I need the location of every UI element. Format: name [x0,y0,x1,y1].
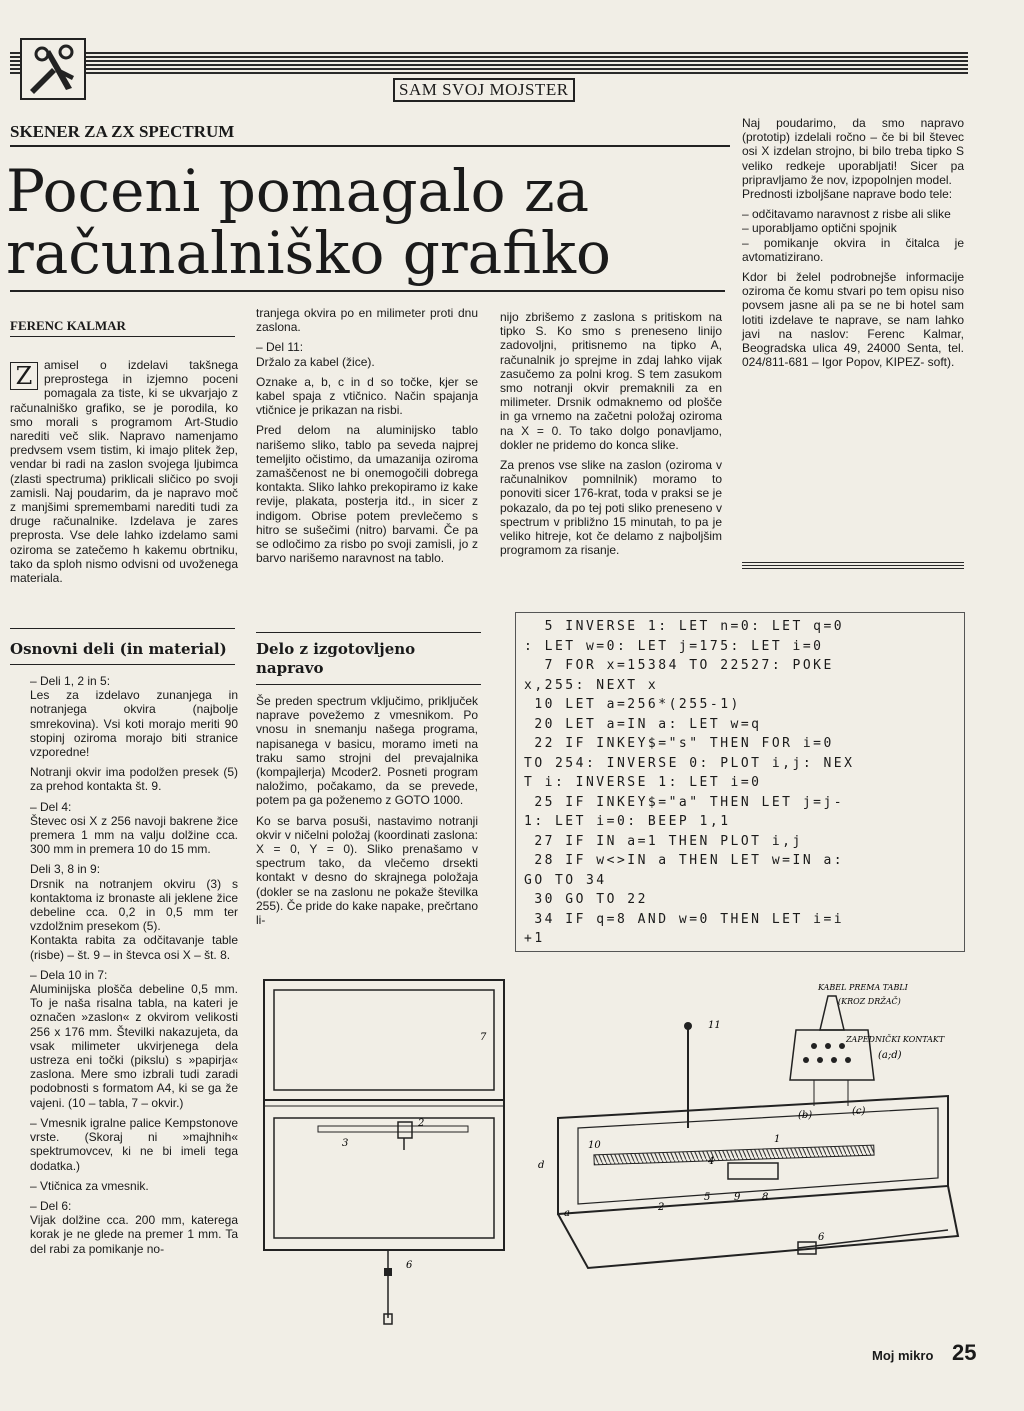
figure-label: 3 [342,1138,349,1149]
paragraph: Držalo za kabel (žice). [256,354,375,369]
figure-label: 5 [704,1192,711,1203]
section-tag: SAM SVOJ MOJSTER [393,78,575,102]
section-heading: Osnovni deli (in material) [10,640,227,658]
outer-frame [264,980,504,1250]
divider [256,632,481,633]
divider [10,145,730,147]
byline: FERENC KALMAR [10,318,126,333]
code-line: 30 GO TO 22 [524,892,648,907]
paragraph: Števec osi X z 256 navoji bakrene žice premera 1 mm na valju dolžine cca. 300 mm in premera 10 do 15 mm. [30,813,238,857]
paragraph: – uporabljamo optični spojnik [742,221,897,236]
paragraph: – Vmesnik igralne palice Kempstonove vrste. (Skoraj ni »majhnih« spektrumovcev, ki ne bi imeli tega dodatka.) [30,1115,238,1173]
column-2-body [256,694,478,933]
paragraph: Aluminijska plošča debeline 0,5 mm. To je naša risalna tabla, na kateri je označen »zaslon« z okvirom velikosti 256 x 176 mm. Številki nakazujeta, da vsak milimeter ukvirjenega dela ustreza eni točki (pikslu) s »papirja« zaslona. Mere smo izbrali tudi zaradi podobnosti s formatom A4, ki se ga že vajeni. (10 – tabla, 7 – okvir.) [30,982,238,1110]
paragraph: tranjega okvira po en milimeter proti dnu zaslona. [256,306,478,335]
column-2-top [256,306,478,571]
code-line: +1 [524,931,545,946]
paragraph: – Dela 10 in 7: [30,967,108,982]
title-line-1: Poceni pomagalo za [6,157,590,225]
paragraph: – Del 11: [256,340,304,355]
drop-cap: Z [10,362,38,390]
basic-program-listing [515,612,965,952]
figure-label: 2 [418,1118,425,1129]
figure-label: 4 [708,1156,715,1167]
paragraph: Prednosti izboljšane naprave bodo tele: [742,187,953,202]
figure-label: (KROZ DRŽAČ) [838,997,901,1006]
tools-logo-icon [20,38,86,100]
paragraph: – Deli 1, 2 in 5: [30,674,111,688]
figure-label: 7 [480,1032,487,1043]
divider [10,290,725,292]
code-line [524,949,964,953]
figure-label: (c) [852,1106,866,1117]
figure-label: 9 [734,1192,741,1203]
paragraph: – Del 4: [30,799,72,814]
divider [742,562,964,570]
paragraph: Kontakta rabita za odčitavanje table (risbe) – št. 9 – in števca osi X – št. 8. [30,933,238,962]
code-line: 27 IF IN a=1 THEN PLOT i,j [524,833,803,849]
drawing-board [274,1118,494,1238]
title-line-2: računalniško grafiko [6,219,611,287]
code-line: GO TO 34 [524,872,607,888]
intro-paragraph: amisel o izdelavi takšnega preprostega in izjemno poceni pomagala za tiste, ki se ukvarjajo z računalniško grafiko, se je porodila, ko smo morali s programom Art-Studio narediti več slik. Napravo namenjamo predvsem vsem tistim, ki imajo plitek žep, vendar bi radi na zaslon svojega ljubimca (zlasti spectruma) priklicali sličico po svoji zamisli. Naj poudarim, da je napravo moč z manjšimi spremembami narediti tudi za druge računalnike. Izdelava je zares preprosta. Vse dele lahko izdelamo sami oziroma se zatečemo h kakemu obrtniku, tako da sploh nismo odvisni od uvoženega materiala. [10,358,238,586]
scanner-diagram [258,968,970,1330]
code-line: T i: INVERSE 1: LET i=0 [524,775,762,790]
inner-screen [274,990,494,1090]
divider [10,628,235,629]
figure-label: 6 [818,1232,825,1243]
paragraph: nijo zbrišemo z zaslona s pritiskom na tipko S. Ko smo s preneseno linijo zadovoljni, pritisnemo na tipko A, računalnik jo sprejme in zdaj lahko vijak zasučemo za polni krog. S tem zasukom smo notranji okvir premaknili za en milimeter. Drsnik odmaknemo od plošče in ga vrnemo na začetni položaj oziroma na X = 0. To tako dolgo ponavljamo, dokler ne pridemo do konca slike. [500,310,722,452]
paragraph: – Vtičnica za vmesnik. [30,1178,149,1193]
paragraph: Naj poudarimo, da smo napravo (prototip) izdelali ročno – če bi bil števec osi X izdelan strojno, bi bilo treba tipko S veliko redkeje uporabljati! Sicer pa pripravljamo že nov, izpopolnjen model. [742,116,964,187]
paragraph: Kdor bi želel podrobnejše informacije oziroma če komu stvari po tem opisu niso povsem jasne ali pa se ne bi hotel sam lotiti izdelave te naprave, se nam lahko javi na naslov: Ferenc Kalmar, Beogradska ulica 49, 24000 Senta, tel. 024/811-681 – Igor Popov, KIPEZ- soft). [742,270,964,370]
divider [10,336,235,337]
section-heading: Delo z izgotovljeno napravo [256,640,416,677]
figure-label: ZAPEDNIČKI KONTAKT [846,1035,945,1044]
code-line: x,255: NEXT x [524,677,659,693]
paragraph: Še preden spectrum vključimo, priključek naprave povežemo z vmesnikom. Po vnosu in snemanju našega programa, napisanega v basicu, moramo imeti na traku samo strojni del prevajalnika (kompajlerja) Mcoder2. Posneti program naložimo, počakamo, da se prevede, potem pa ga poženemo z GOTO 1000. [256,694,478,808]
figure-label: (a;d) [878,1050,902,1061]
column-1-intro [10,358,238,585]
divider [10,664,235,665]
code-line: : LET w=0: LET j=175: LET i=0 [524,638,824,654]
paragraph: Les za izdelavo zunanjega in notranjega okvira (najbolje smrekovina). Vsi koti morajo meriti 90 stopinj oziroma morajo biti stranice vzporedne! [30,688,238,760]
figure-label: 8 [762,1192,769,1203]
code-line: 25 IF INKEY$="a" THEN LET j=j- [524,794,845,810]
column-4 [742,116,964,375]
code-line: 7 FOR x=15384 TO 22527: POKE [524,658,834,673]
paragraph: Vijak dolžine cca. 200 mm, katerega korak je ne glede na premer 1 mm. Ta del rabi za pomikanje no- [30,1213,238,1256]
column-3 [500,310,722,563]
paragraph: Za prenos vse slike na zaslon (oziroma v računalnikov pomnilnik) moramo to ponoviti sicer 176-krat, toda v praksi se je pokazalo, da po tej poti sliko preneseno v spectrum v približno 15 minutah, to pa je veliko hitreje, kot če delamo z najboljšim programom za risanje. [500,458,722,558]
paragraph: Pred delom na aluminijsko tablo narišemo sliko, tablo pa seveda najprej temeljito očistimo, da umazanija oziroma zamaščenost ne bi onemogočili dobrega kontakta. Sliko lahko prekopiramo iz kake revije, plakata, posterja itd., in sicer z indigom. Obrise potem prevlečemo s hitro se sušečimi (nitro) barvami. Če pa se odločimo za risbo po svoji zamisli, jo z barvo narišemo naravnost na tablo. [256,423,478,566]
paragraph: Ko se barva posuši, nastavimo notranji okvir v ničelni položaj (koordinati zaslona: X = 0, Y = 0). Sliko prenašamo v spectrum tako, da vlečemo drsekti kontakt v desno do skrajnega položaja (dokler se na zaslonu ne pokaže številka 255). Če pride do kake napake, prečrtano li- [256,813,478,928]
column-1-body [30,674,238,1262]
divider [256,684,481,685]
figure-label: 1 [774,1134,781,1145]
header-rule-bar [10,52,968,74]
paragraph: – Del 6: [30,1198,72,1213]
code-line: 28 IF w<>IN a THEN LET w=IN a: [524,853,845,868]
paragraph: – odčitavamo naravnost z risbe ali slike [742,207,951,222]
page-title [6,157,736,287]
paragraph: Oznake a, b, c in d so točke, kjer se kabel spaja z vtičnico. Način spajanja vtičnice je prikazan na risbi. [256,374,478,418]
code-line: 5 INVERSE 1: LET n=0: LET q=0 [524,619,845,634]
code-line: 1: LET i=0: BEEP 1,1 [524,814,731,829]
figure-label: (b) [798,1110,813,1121]
code-line: 20 LET a=IN a: LET w=q [524,716,762,732]
paragraph: Deli 3, 8 in 9: [30,862,101,877]
figure-label: 2 [658,1202,665,1213]
figure-label: d [538,1160,545,1171]
paragraph: Notranji okvir ima podolžen presek (5) za prehod kontakta št. 9. [30,765,238,794]
code-line: 10 LET a=256*(255-1) [524,697,741,712]
figure-label: 11 [708,1020,721,1031]
paragraph: Drsnik na notranjem okviru (3) s kontaktoma iz bronaste ali jeklene žice debeline cca. 0,2 in 0,5 mm ter vzdolžnim presekom (5). [30,876,238,934]
figure-label: KABEL PREMA TABLI [818,983,908,992]
figure-label: 10 [588,1140,601,1151]
kicker: SKENER ZA ZX SPECTRUM [10,122,235,141]
code-line: 22 IF INKEY$="s" THEN FOR i=0 [524,736,834,751]
code-line: TO 254: INVERSE 0: PLOT i,j: NEX [524,755,855,771]
figure-label: 6 [406,1260,413,1271]
magazine-name: Moj mikro [872,1348,934,1363]
figure-label: a [564,1208,570,1219]
code-line: 34 IF q=8 AND w=0 THEN LET i=i [524,911,845,927]
page-number: 25 [952,1340,977,1365]
paragraph: – pomikanje okvira in čitalca je avtomatizirano. [742,235,964,264]
